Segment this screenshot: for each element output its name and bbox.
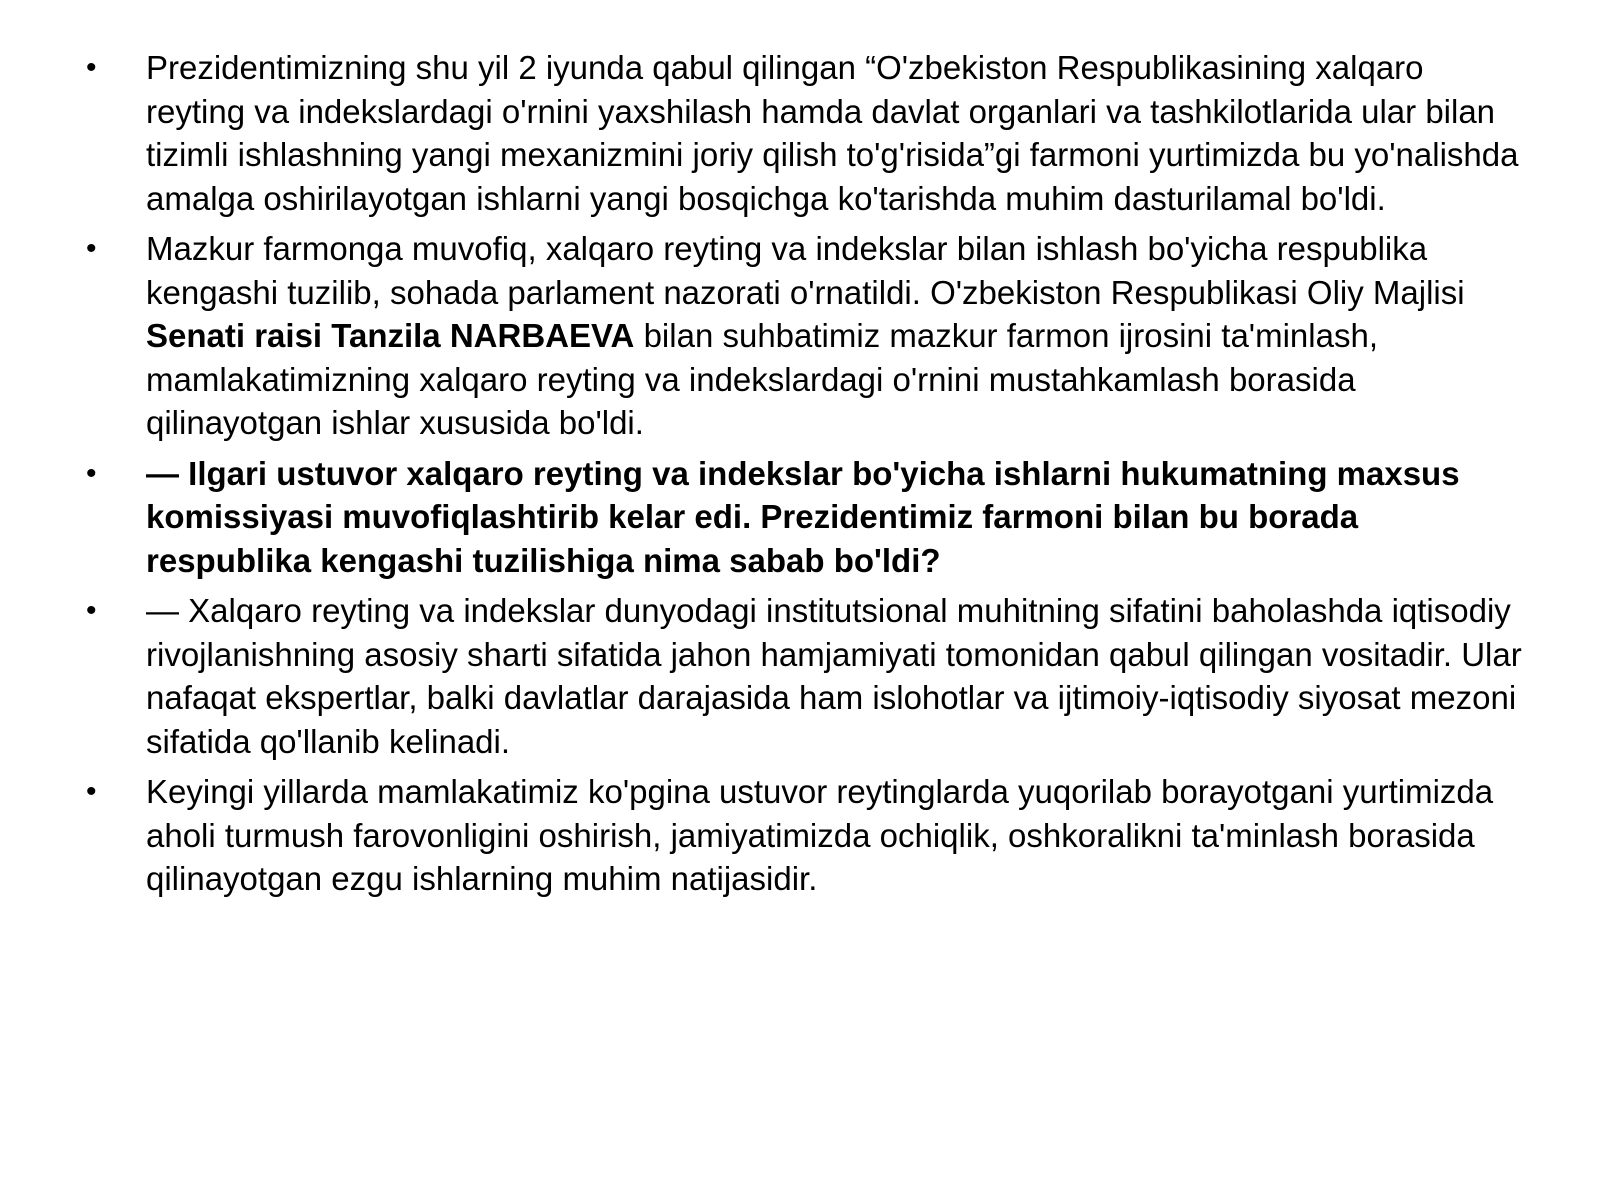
bullet-item-5 [82, 770, 1522, 901]
bold-name-text: Senati raisi Tanzila NARBAEVA [146, 317, 635, 354]
bullet-icon: • [86, 775, 97, 808]
bullet-text: Mazkur farmonga muvofiq, xalqaro reyting va indekslar bilan ishlash bo'yicha respublika kengashi tuzilib, sohada parlament nazorati o'rnatildi. O'zbekiston Respublikasi Oliy Majlisi [146, 230, 1465, 311]
bullet-item-2 [82, 227, 1522, 445]
bullet-icon: • [86, 232, 97, 265]
bullet-item-4 [82, 589, 1522, 763]
bullet-item-1 [82, 46, 1522, 220]
bullet-text: bilan suhbatimiz mazkur farmon ijrosini ta'minlash, mamlakatimizning xalqaro reyting va indekslardagi o'rnini mustahkamlash borasida qilinayotgan ishlar xususida bo'ldi. [146, 317, 1378, 441]
bullet-icon: • [86, 456, 97, 490]
bullet-text: Prezidentimizning shu yil 2 iyunda qabul qilingan “O'zbekiston Respublikasining xalqaro reyting va indekslardagi o'rnini yaxshilash hamda davlat organlari va tashkilotlarida ular bilan tizimli ishlashning yangi mexanizmini joriy qilish to'g'risida”gi farmoni yurtimizda bu yo'nalishda amalga oshirilayotgan ishlarni yangi bosqichga ko'tarishda muhim dasturilamal bo'ldi. [146, 49, 1519, 217]
bullet-text: Keyingi yillarda mamlakatimiz ko'pgina ustuvor reytinglarda yuqorilab borayotgani yurtimizda aholi turmush farovonligini oshirish, jamiyatimizda ochiqlik, oshkoralikni ta'minlash borasida qilinayotgan ezgu ishlarning muhim natijasidir. [146, 773, 1494, 897]
bullet-list [82, 46, 1522, 908]
interview-question-text: — Ilgari ustuvor xalqaro reyting va indekslar bo'yicha ishlarni hukumatning maxsus komissiyasi muvofiqlashtirib kelar edi. Prezidentimiz farmoni bilan bu borada respublika kengashi tuzilishiga nima sabab bo'ldi? [146, 454, 1460, 579]
bullet-item-3 [82, 452, 1522, 583]
interview-answer-text: — Xalqaro reyting va indekslar dunyodagi institutsional muhitning sifatini baholashda iqtisodiy rivojlanishning asosiy sharti sifatida jahon hamjamiyati tomonidan qabul qilingan vositadir. Ular nafaqat ekspertlar, balki davlatlar darajasida ham islohotlar va ijtimoiy-iqtisodiy siyosat mezoni sifatida qo'llanib kelinadi. [146, 592, 1522, 760]
bullet-icon: • [86, 51, 97, 84]
bullet-icon: • [86, 594, 97, 627]
